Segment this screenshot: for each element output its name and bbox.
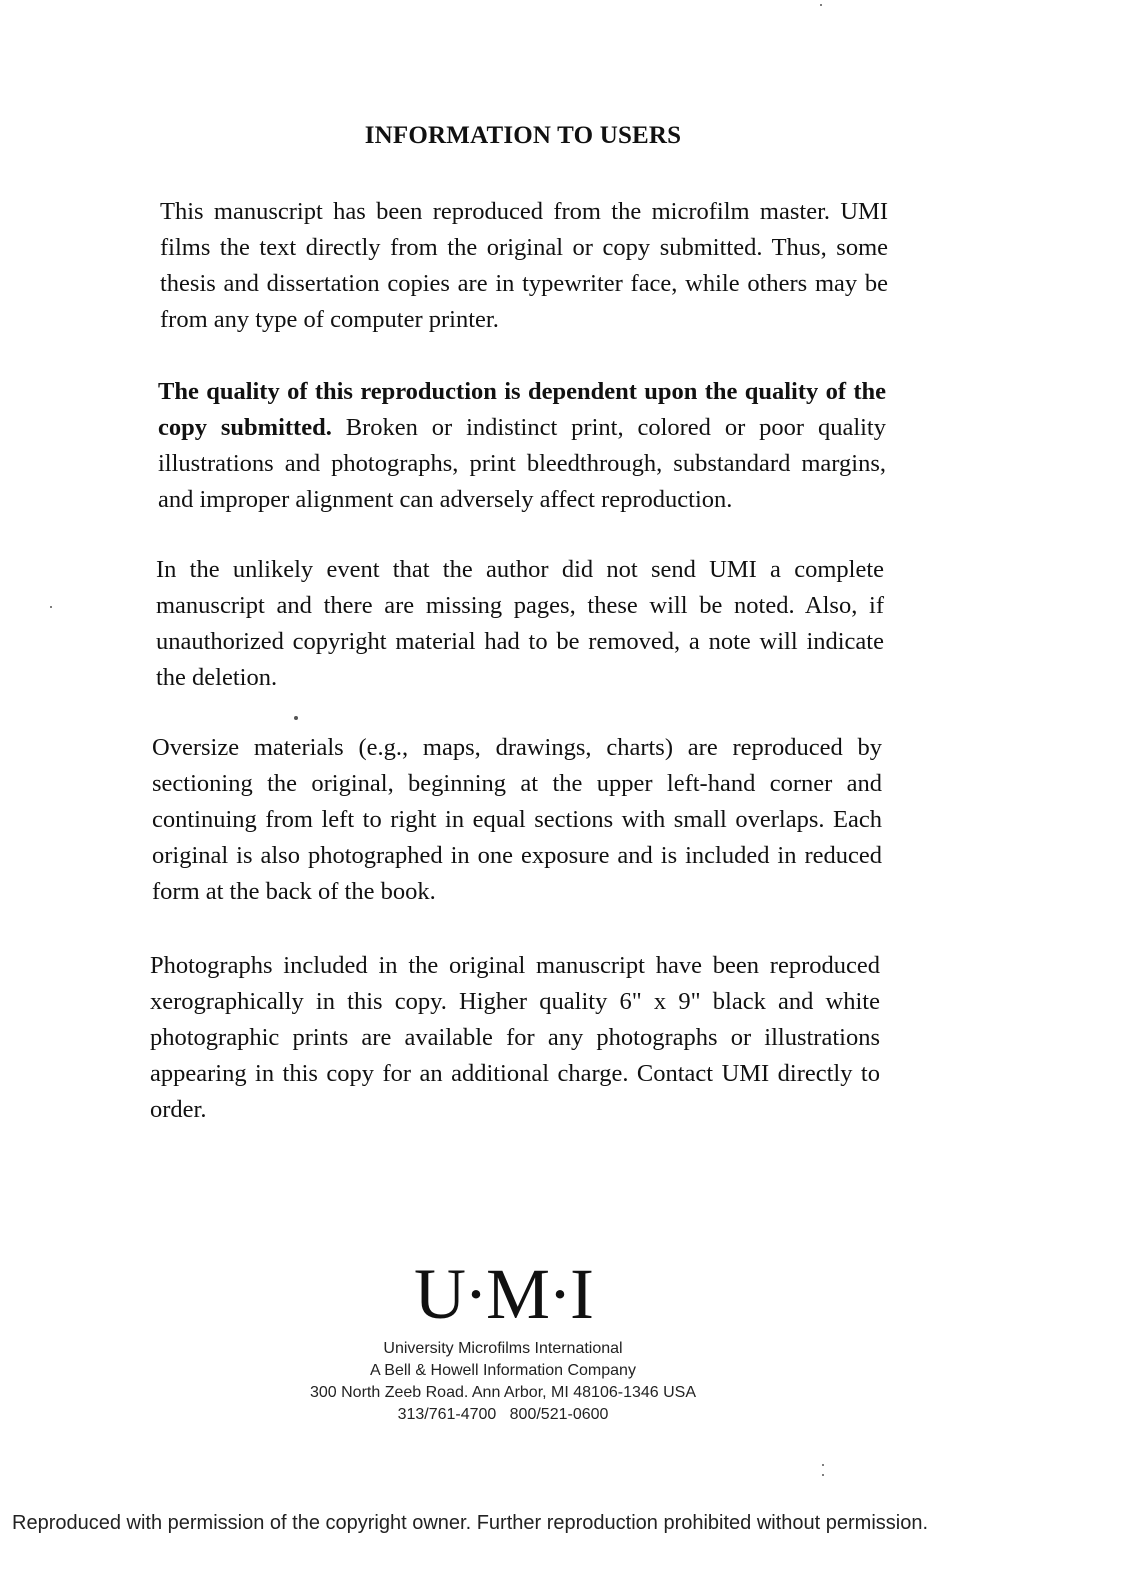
paragraph-microfilm: This manuscript has been reproduced from the microfilm master. UMI films the text directly from the original or copy submitted. Thus, some thesis and dissertation copies are in typewriter face, while others may be from any type of computer printer.: [160, 198, 888, 333]
umi-logo: U·M·I: [414, 1254, 592, 1334]
scan-speck: [50, 606, 52, 608]
company-address: 300 North Zeeb Road. Ann Arbor, MI 48106-1346 USA: [309, 1384, 697, 1401]
paragraph-quality-emphasis: The quality of this reproduction is dependent upon the quality of the copy submitted.: [158, 378, 886, 441]
permission-footer: Reproduced with permission of the copyright owner. Further reproduction prohibited without permission.: [12, 1512, 929, 1534]
paragraph-quality: [158, 374, 886, 518]
paragraph-quality-body: Broken or indistinct print, colored or poor quality illustrations and photographs, print bleedthrough, substandard margins, and improper alignment can adversely affect reproduction.: [158, 414, 886, 513]
company-name: University Microfilms International: [383, 1340, 623, 1357]
company-phones: 313/761-4700 800/521-0600: [397, 1406, 609, 1423]
company-parent: A Bell & Howell Information Company: [370, 1362, 636, 1379]
scan-speck: [822, 1474, 824, 1476]
company-info: [0, 1338, 1006, 1426]
paragraph-oversize: Oversize materials (e.g., maps, drawings, charts) are reproduced by sectioning the original, beginning at the upper left-hand corner and continuing from left to right in equal sections with small overlaps. Each original is also photographed in one exposure and is included in reduced form at the back of the book.: [152, 734, 882, 905]
scan-speck: [822, 1464, 824, 1466]
scan-speck: [820, 4, 822, 6]
scan-speck: [294, 716, 298, 720]
paragraph-photographs: Photographs included in the original manuscript have been reproduced xerographically in this copy. Higher quality 6" x 9" black and white photographic prints are available for any photographs or illustrations appearing in this copy for an additional charge. Contact UMI directly to order.: [150, 952, 880, 1123]
page-title: INFORMATION TO USERS: [364, 122, 682, 149]
paragraph-missing-pages: In the unlikely event that the author did not send UMI a complete manuscript and there are missing pages, these will be noted. Also, if unauthorized copyright material had to be removed, a note will indicate the deletion.: [156, 556, 884, 691]
